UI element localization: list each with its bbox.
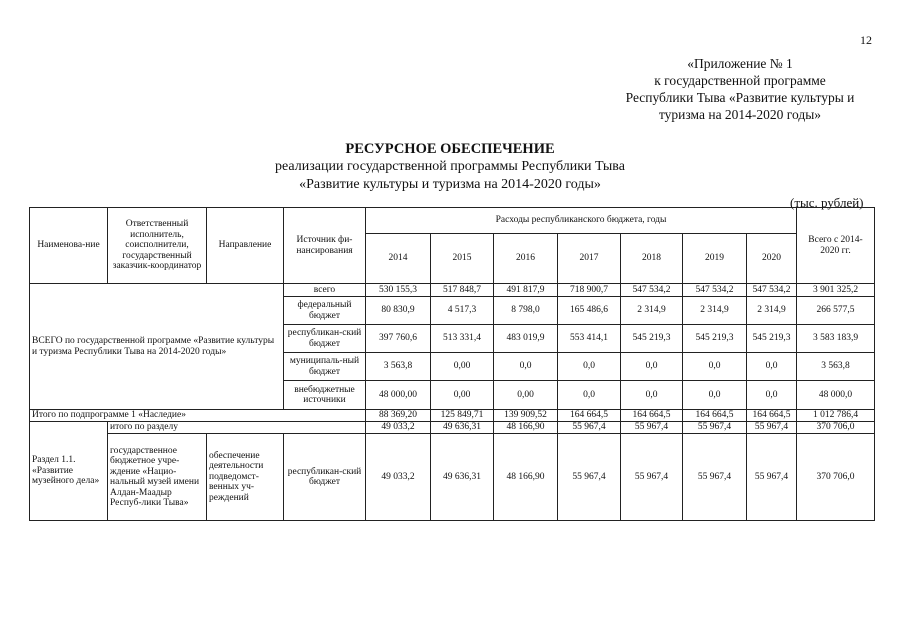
source-cell: республикан-ский бюджет bbox=[284, 325, 366, 353]
value-cell: 0,0 bbox=[558, 353, 621, 381]
value-cell: 718 900,7 bbox=[558, 284, 621, 297]
total-cell: 370 706,0 bbox=[797, 434, 875, 521]
value-cell: 2 314,9 bbox=[747, 297, 797, 325]
year-header: 2020 bbox=[747, 234, 797, 284]
year-header: 2016 bbox=[494, 234, 558, 284]
total-cell: 48 000,0 bbox=[797, 381, 875, 410]
value-cell: 55 967,4 bbox=[747, 434, 797, 521]
year-header: 2019 bbox=[683, 234, 747, 284]
value-cell: 88 369,20 bbox=[366, 410, 431, 422]
value-cell: 545 219,3 bbox=[747, 325, 797, 353]
value-cell: 125 849,71 bbox=[431, 410, 494, 422]
header-expenses: Расходы республиканского бюджета, годы bbox=[366, 208, 797, 234]
source-cell: федеральный бюджет bbox=[284, 297, 366, 325]
value-cell: 0,00 bbox=[431, 353, 494, 381]
source-cell: внебюджетные источники bbox=[284, 381, 366, 410]
value-cell: 164 664,5 bbox=[558, 410, 621, 422]
value-cell: 0,0 bbox=[747, 381, 797, 410]
value-cell: 547 534,2 bbox=[683, 284, 747, 297]
year-header: 2014 bbox=[366, 234, 431, 284]
title-sub-2: «Развитие культуры и туризма на 2014-2020 годы» bbox=[299, 177, 601, 192]
value-cell: 49 033,2 bbox=[366, 422, 431, 434]
value-cell: 530 155,3 bbox=[366, 284, 431, 297]
section-executor: государственное бюджетное учре-ждение «Нацио-нальный музей имени Алдан-Маадыр Респуб-лики Тыва» bbox=[108, 434, 207, 521]
value-cell: 55 967,4 bbox=[683, 422, 747, 434]
value-cell: 517 848,7 bbox=[431, 284, 494, 297]
value-cell: 553 414,1 bbox=[558, 325, 621, 353]
value-cell: 55 967,4 bbox=[683, 434, 747, 521]
value-cell: 545 219,3 bbox=[683, 325, 747, 353]
total-cell: 266 577,5 bbox=[797, 297, 875, 325]
value-cell: 2 314,9 bbox=[621, 297, 683, 325]
value-cell: 491 817,9 bbox=[494, 284, 558, 297]
value-cell: 48 000,00 bbox=[366, 381, 431, 410]
value-cell: 55 967,4 bbox=[747, 422, 797, 434]
year-header: 2018 bbox=[621, 234, 683, 284]
value-cell: 0,0 bbox=[621, 353, 683, 381]
value-cell: 49 033,2 bbox=[366, 434, 431, 521]
header-row bbox=[30, 208, 875, 234]
value-cell: 48 166,90 bbox=[494, 434, 558, 521]
value-cell: 0,0 bbox=[683, 381, 747, 410]
document-title bbox=[180, 140, 720, 194]
appendix-line-2: к государственной программе bbox=[654, 73, 826, 88]
total-cell: 1 012 786,4 bbox=[797, 410, 875, 422]
value-cell: 164 664,5 bbox=[621, 410, 683, 422]
value-cell: 55 967,4 bbox=[558, 434, 621, 521]
appendix-line-1: «Приложение № 1 bbox=[687, 56, 793, 71]
value-cell: 80 830,9 bbox=[366, 297, 431, 325]
value-cell: 397 760,6 bbox=[366, 325, 431, 353]
title-main: РЕСУРСНОЕ ОБЕСПЕЧЕНИЕ bbox=[345, 141, 555, 157]
value-cell: 547 534,2 bbox=[621, 284, 683, 297]
value-cell: 0,0 bbox=[621, 381, 683, 410]
table-row bbox=[30, 434, 875, 521]
value-cell: 4 517,3 bbox=[431, 297, 494, 325]
section-name: Раздел 1.1. «Развитие музейного дела» bbox=[30, 422, 108, 521]
value-cell: 547 534,2 bbox=[747, 284, 797, 297]
value-cell: 49 636,31 bbox=[431, 434, 494, 521]
source-cell: всего bbox=[284, 284, 366, 297]
total-cell: 3 583 183,9 bbox=[797, 325, 875, 353]
value-cell: 0,0 bbox=[683, 353, 747, 381]
year-header: 2015 bbox=[431, 234, 494, 284]
value-cell: 8 798,0 bbox=[494, 297, 558, 325]
resource-table bbox=[29, 207, 875, 521]
value-cell: 483 019,9 bbox=[494, 325, 558, 353]
header-direction: Направление bbox=[207, 208, 284, 284]
year-header: 2017 bbox=[558, 234, 621, 284]
section-total-label: итого по разделу bbox=[108, 422, 366, 434]
value-cell: 55 967,4 bbox=[621, 434, 683, 521]
appendix-line-4: туризма на 2014-2020 годы» bbox=[658, 107, 822, 122]
source-cell: республикан-ский бюджет bbox=[284, 434, 366, 521]
value-cell: 55 967,4 bbox=[621, 422, 683, 434]
value-cell: 139 909,52 bbox=[494, 410, 558, 422]
value-cell: 2 314,9 bbox=[683, 297, 747, 325]
value-cell: 48 166,90 bbox=[494, 422, 558, 434]
value-cell: 165 486,6 bbox=[558, 297, 621, 325]
program-total-label: ВСЕГО по государственной программе «Развитие культуры и туризма Республики Тыва на 2014-2020 годы» bbox=[30, 284, 284, 410]
table-row bbox=[30, 410, 875, 422]
total-cell: 3 901 325,2 bbox=[797, 284, 875, 297]
section-direction: обеспечение деятельности подведомст-венных уч-реждений bbox=[207, 434, 284, 521]
value-cell: 0,0 bbox=[494, 353, 558, 381]
subprogram-total-label: Итого по подпрограмме 1 «Наследие» bbox=[30, 410, 366, 422]
title-sub-1: реализации государственной программы Республики Тыва bbox=[275, 159, 625, 174]
header-source: Источник фи-нансирования bbox=[284, 208, 366, 284]
total-cell: 370 706,0 bbox=[797, 422, 875, 434]
appendix-header bbox=[575, 55, 905, 123]
total-cell: 3 563,8 bbox=[797, 353, 875, 381]
value-cell: 164 664,5 bbox=[683, 410, 747, 422]
value-cell: 0,0 bbox=[747, 353, 797, 381]
header-total: Всего с 2014-2020 гг. bbox=[797, 208, 875, 284]
value-cell: 513 331,4 bbox=[431, 325, 494, 353]
header-executor: Ответственный исполнитель, соисполнители, государственный заказчик-координатор bbox=[108, 208, 207, 284]
value-cell: 164 664,5 bbox=[747, 410, 797, 422]
value-cell: 3 563,8 bbox=[366, 353, 431, 381]
table-row bbox=[30, 422, 875, 434]
value-cell: 545 219,3 bbox=[621, 325, 683, 353]
value-cell: 49 636,31 bbox=[431, 422, 494, 434]
source-cell: муниципаль-ный бюджет bbox=[284, 353, 366, 381]
value-cell: 0,00 bbox=[494, 381, 558, 410]
value-cell: 0,0 bbox=[558, 381, 621, 410]
value-cell: 55 967,4 bbox=[558, 422, 621, 434]
header-name: Наименова-ние bbox=[30, 208, 108, 284]
table-row bbox=[30, 284, 875, 297]
appendix-line-3: Республики Тыва «Развитие культуры и bbox=[625, 90, 855, 105]
units-label: (тыс. рублей) bbox=[790, 195, 864, 210]
value-cell: 0,00 bbox=[431, 381, 494, 410]
page-number: 12 bbox=[860, 33, 872, 47]
